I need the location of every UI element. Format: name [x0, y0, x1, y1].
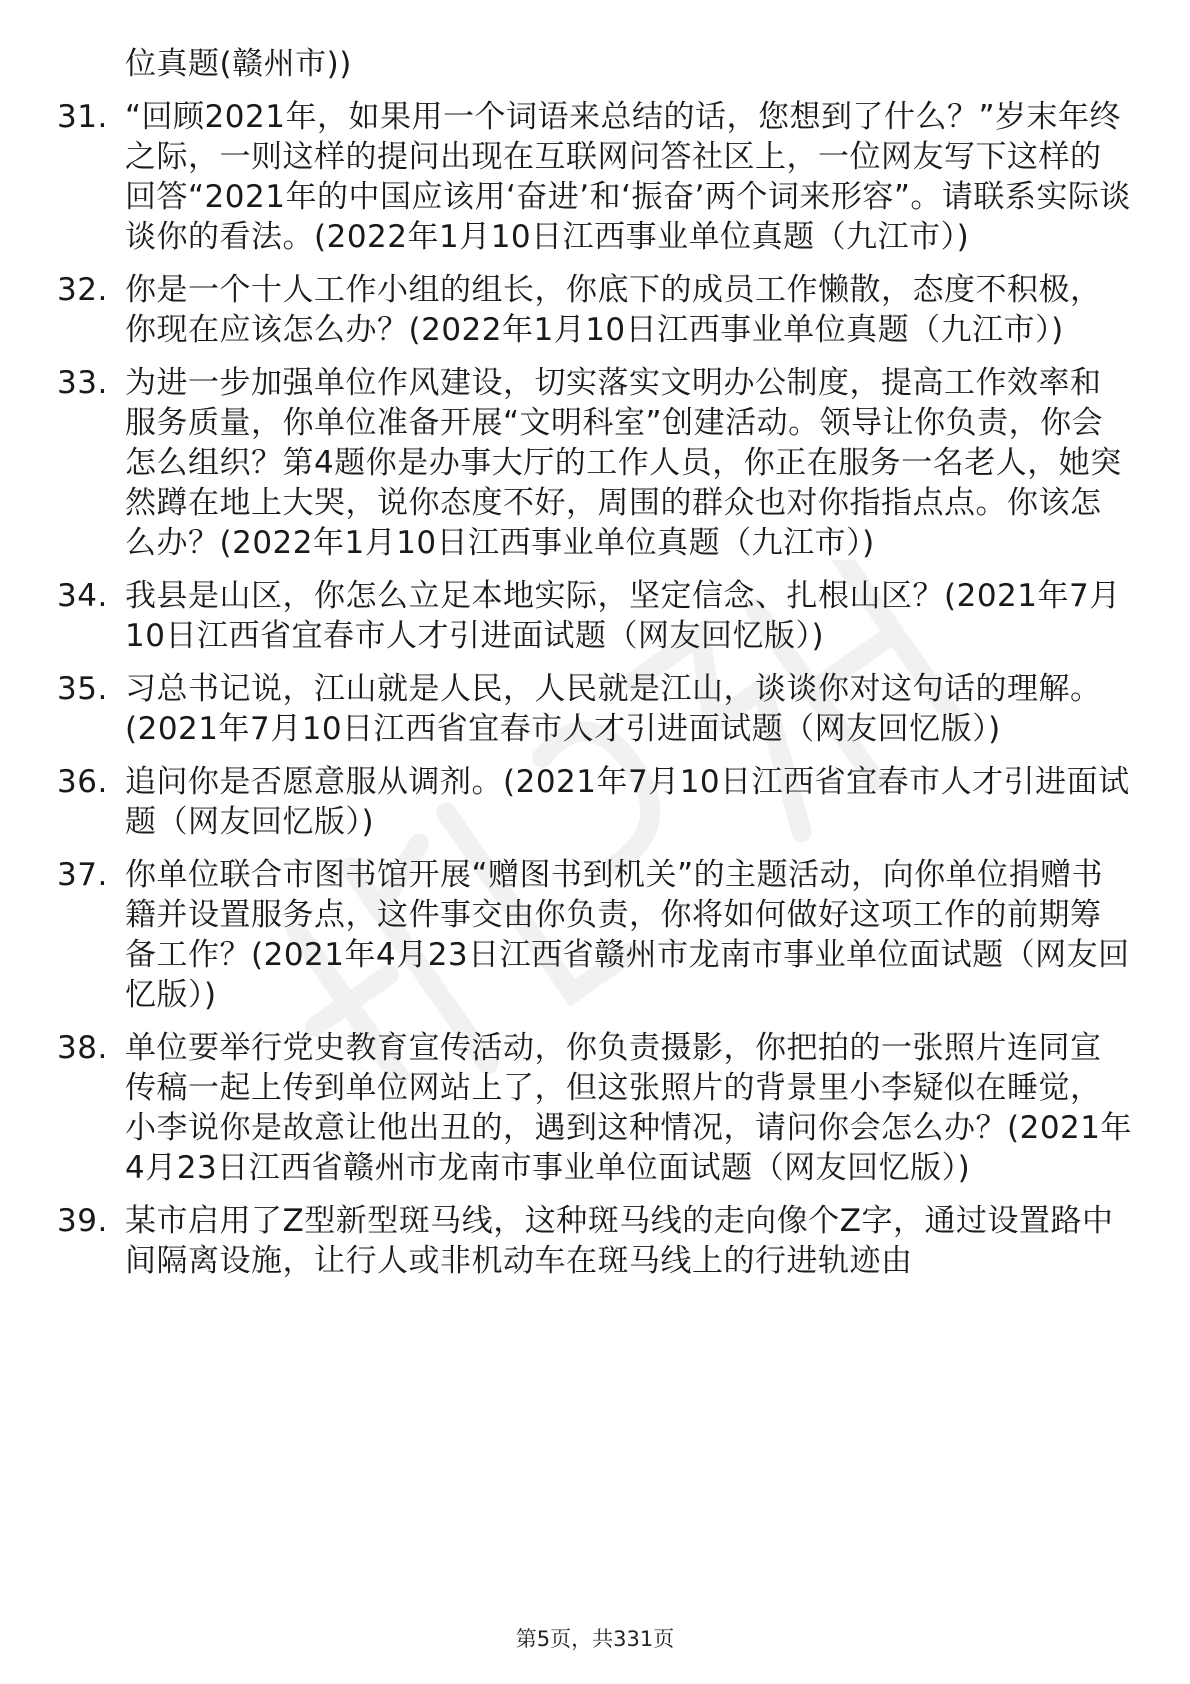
question-number: 39. [57, 1203, 108, 1239]
question-text: “回顾2021年，如果用一个词语来总结的话，您想到了什么？”岁末年终之际，一则这样的提问出现在互联网问答社区上，一位网友写下这样的回答“2021年的中国应该用‘奋进’和‘振奋’两个词来形容”。请联系实际谈谈你的看法。(2022年1月10日江西事业单位真题（九江市）) [125, 99, 1131, 255]
question-text: 我县是山区，你怎么立足本地实际，坚定信念、扎根山区？(2021年7月10日江西省宜春市人才引进面试题（网友回忆版）) [125, 578, 1121, 654]
question-item-38 [57, 1028, 1132, 1188]
question-number: 32. [57, 272, 108, 308]
question-number: 38. [57, 1030, 108, 1066]
question-number: 34. [57, 578, 108, 614]
question-number: 35. [57, 671, 108, 707]
question-text: 为进一步加强单位作风建设，切实落实文明办公制度，提高工作效率和服务质量，你单位准备开展“文明科室”创建活动。领导让你负责，你会怎么组织？第4题你是办事大厅的工作人员，你正在服务一名老人，她突然蹲在地上大哭，说你态度不好，周围的群众也对你指指点点。你该怎么办？(2022年1月10日江西事业单位真题（九江市）) [125, 365, 1122, 561]
question-item-37 [57, 855, 1132, 1015]
question-text: 你是一个十人工作小组的组长，你底下的成员工作懒散，态度不积极，你现在应该怎么办？(2022年1月10日江西事业单位真题（九江市）) [125, 272, 1102, 348]
continuation-text: 位真题(赣州市)) [125, 46, 352, 82]
question-item-34 [57, 576, 1132, 656]
question-text: 单位要举行党史教育宣传活动，你负责摄影，你把拍的一张照片连同宣传稿一起上传到单位网站上了，但这张照片的背景里小李疑似在睡觉，小李说你是故意让他出丑的，遇到这种情况，请问你会怎么办？(2021年4月23日江西省赣州市龙南市事业单位面试题（网友回忆版）) [125, 1030, 1132, 1186]
question-text: 习总书记说，江山就是人民，人民就是江山，谈谈你对这句话的理解。(2021年7月10日江西省宜春市人才引进面试题（网友回忆版）) [125, 671, 1102, 747]
question-item-32 [57, 270, 1132, 350]
question-number: 37. [57, 857, 108, 893]
question-item-33 [57, 363, 1132, 563]
question-number: 31. [57, 99, 108, 135]
question-item-35 [57, 669, 1132, 749]
question-text: 某市启用了Z型新型斑马线，这种斑马线的走向像个Z字，通过设置路中间隔离设施，让行人或非机动车在斑马线上的行进轨迹由 [125, 1203, 1114, 1279]
question-number: 33. [57, 365, 108, 401]
question-item-36 [57, 762, 1132, 842]
question-item-39 [57, 1201, 1132, 1281]
question-text: 你单位联合市图书馆开展“赠图书到机关”的主题活动，向你单位捐赠书籍并设置服务点，这件事交由你负责，你将如何做好这项工作的前期筹备工作？(2021年4月23日江西省赣州市龙南市事业单位面试题（网友回忆版）) [125, 857, 1130, 1013]
question-text: 追问你是否愿意服从调剂。(2021年7月10日江西省宜春市人才引进面试题（网友回忆版）) [125, 764, 1130, 840]
page-footer: 第5页，共331页 [515, 1627, 675, 1651]
question-number: 36. [57, 764, 108, 800]
question-list [57, 44, 1132, 1294]
question-item-31 [57, 97, 1132, 257]
